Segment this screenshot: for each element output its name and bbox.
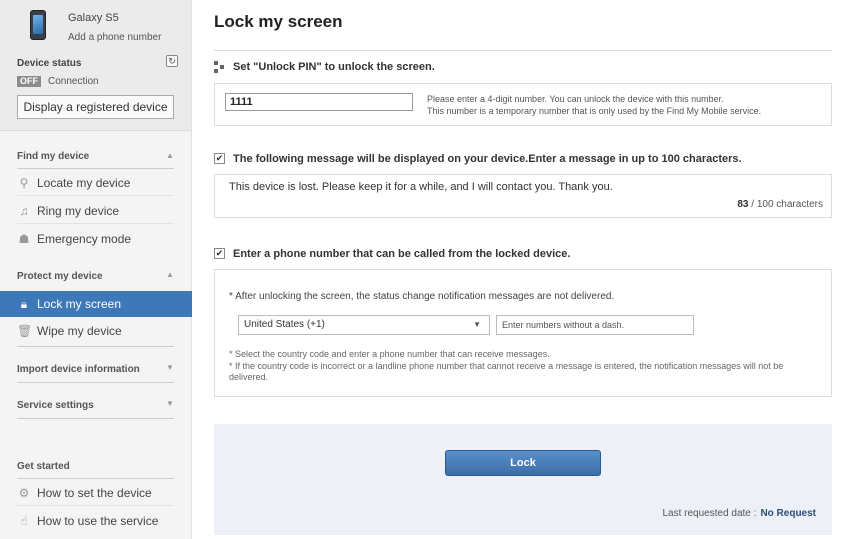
add-phone-number-link[interactable]: Add a phone number <box>68 32 162 43</box>
pin-help-text: Please enter a 4-digit number. You can unlock the device with this number. <box>427 94 724 104</box>
expand-down-icon[interactable]: ▼ <box>166 399 174 408</box>
phone-number-input[interactable]: Enter numbers without a dash. <box>496 315 694 335</box>
last-requested-date <box>662 508 816 519</box>
connection-label: Connection <box>48 76 99 87</box>
trash-icon: 🗑︎ <box>17 324 33 338</box>
phone-checkbox[interactable]: ✔ <box>215 248 224 258</box>
last-requested-value: No Request <box>760 508 816 519</box>
character-count: 83 <box>737 199 749 210</box>
unlock-pin-input[interactable]: 1111 <box>225 93 413 111</box>
section-service-settings[interactable]: Service settings <box>17 400 94 411</box>
emergency-icon: ☗ <box>18 232 30 246</box>
sidebar-item-how-to-set[interactable] <box>0 480 192 506</box>
sidebar-item-how-to-use[interactable] <box>0 508 192 534</box>
character-counter <box>737 199 823 210</box>
phone-panel <box>214 269 832 397</box>
chevron-down-icon: ▼ <box>473 320 481 329</box>
sidebar-item-label: Ring my device <box>37 204 120 218</box>
collapse-up-icon[interactable]: ▲ <box>166 270 174 279</box>
pin-panel <box>214 83 832 126</box>
display-registered-device-button[interactable]: Display a registered device <box>17 95 174 119</box>
sidebar-item-label: Emergency mode <box>37 232 132 246</box>
music-note-icon: ♫ <box>19 204 29 218</box>
section-marker-icon <box>214 61 225 73</box>
message-text: This device is lost. Please keep it for a while, and I will contact you. Thank you. <box>229 181 613 193</box>
divider <box>17 346 174 347</box>
last-requested-label: Last requested date : <box>662 508 757 519</box>
gear-icon: ⚙ <box>18 486 30 500</box>
sidebar-item-label: Wipe my device <box>37 324 122 338</box>
country-code-select[interactable] <box>238 315 490 335</box>
sidebar-item-wipe[interactable] <box>0 318 192 344</box>
expand-down-icon[interactable]: ▼ <box>166 363 174 372</box>
pin-help-text: This number is a temporary number that is only used by the Find My Mobile service. <box>427 106 762 116</box>
lock-icon: 🔒︎ <box>20 297 28 311</box>
divider <box>214 50 832 51</box>
landline-note: * If the country code is incorrect or a landline phone number that cannot receive a message is entered, the notification messages will not be delivered. <box>229 361 784 382</box>
divider <box>17 195 174 196</box>
phone-note: * After unlocking the screen, the status change notification messages are not delivered. <box>229 291 615 302</box>
country-code-note: * Select the country code and enter a phone number that can receive messages. <box>229 349 550 359</box>
section-get-started: Get started <box>17 461 70 472</box>
character-max: / 100 characters <box>751 199 823 210</box>
sidebar-item-label: How to use the service <box>37 514 159 528</box>
search-icon: ⚲ <box>19 176 29 190</box>
hand-pointer-icon: ☝ <box>20 514 28 528</box>
sidebar-item-lock-screen[interactable] <box>0 291 192 317</box>
status-badge: OFF <box>17 76 41 87</box>
sidebar-item-ring[interactable] <box>0 198 192 224</box>
device-card <box>0 0 191 131</box>
pin-section-label: Set "Unlock PIN" to unlock the screen. <box>233 61 435 73</box>
refresh-icon[interactable]: ↻ <box>166 55 178 67</box>
phone-label: Enter a phone number that can be called from the locked device. <box>233 248 571 260</box>
device-status-label: Device status <box>17 58 82 69</box>
collapse-up-icon[interactable]: ▲ <box>166 151 174 160</box>
section-find-my-device[interactable]: Find my device <box>17 151 90 162</box>
country-code-value: United States (+1) <box>244 319 325 330</box>
divider <box>17 418 174 419</box>
section-import-device-information[interactable]: Import device information <box>17 364 140 375</box>
device-name: Galaxy S5 <box>68 12 119 24</box>
divider <box>17 382 174 383</box>
sidebar-item-locate[interactable] <box>0 170 192 196</box>
message-textarea[interactable] <box>214 174 832 218</box>
sidebar-item-label: Lock my screen <box>37 297 122 311</box>
message-checkbox[interactable]: ✔ <box>215 153 224 163</box>
page-title: Lock my screen <box>214 12 343 31</box>
divider <box>17 505 174 506</box>
sidebar <box>0 0 192 539</box>
lock-button[interactable]: Lock <box>445 450 601 476</box>
message-label: The following message will be displayed on your device.Enter a message in up to 100 characters. <box>233 153 742 165</box>
sidebar-item-label: Locate my device <box>37 176 131 190</box>
section-protect-my-device[interactable]: Protect my device <box>17 271 103 282</box>
action-panel <box>214 424 832 535</box>
phone-icon <box>30 10 46 40</box>
sidebar-item-emergency[interactable] <box>0 226 192 252</box>
divider <box>17 168 174 169</box>
divider <box>17 478 174 479</box>
divider <box>17 223 174 224</box>
sidebar-item-label: How to set the device <box>37 486 152 500</box>
